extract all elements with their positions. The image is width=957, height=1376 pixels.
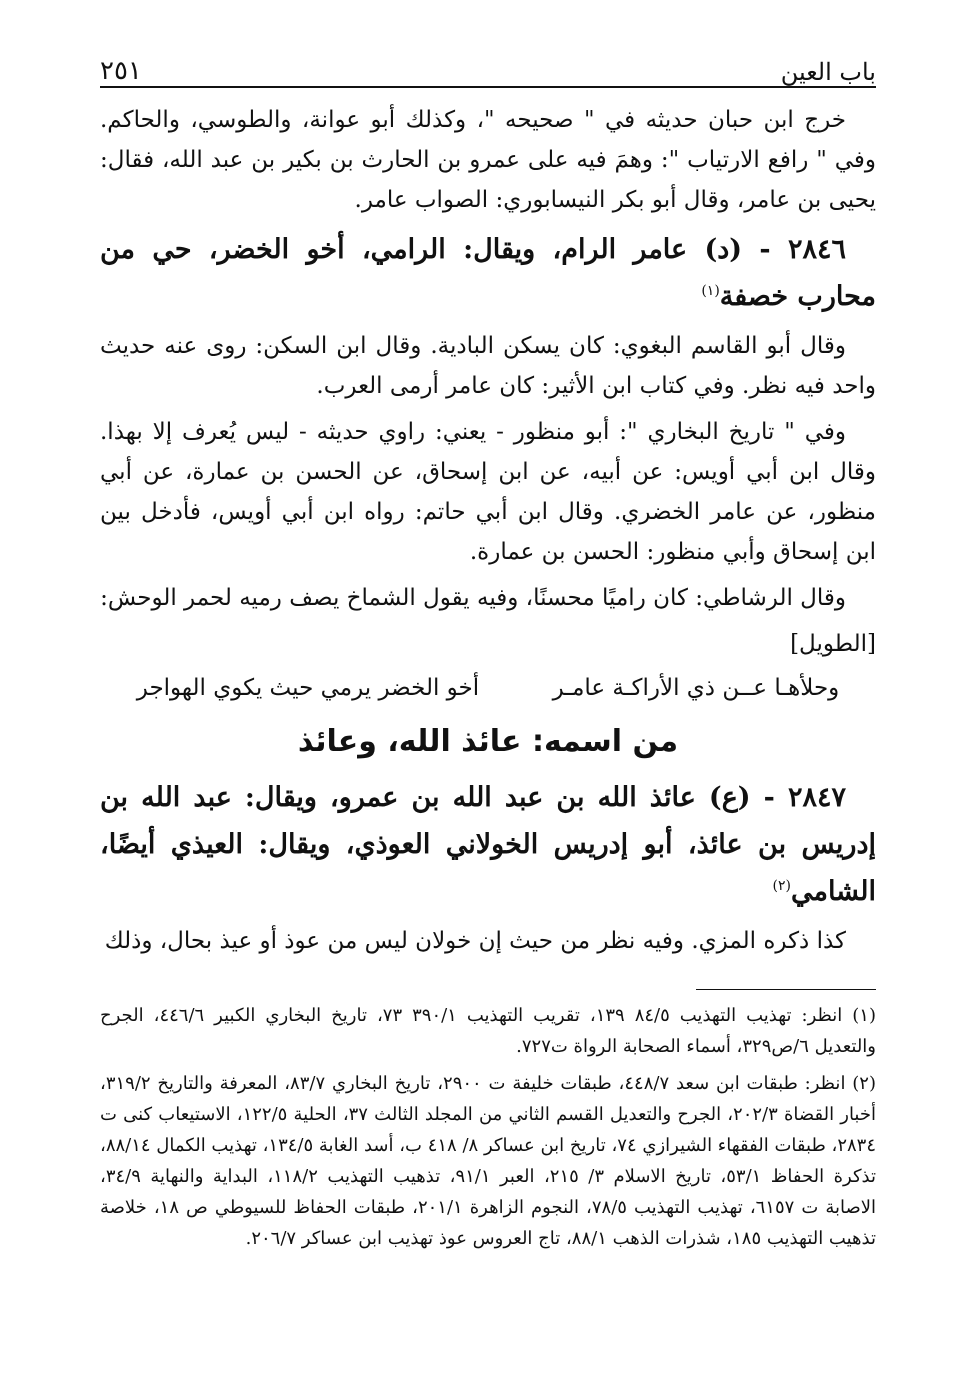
- paragraph: وقال أبو القاسم البغوي: كان يسكن البادية. وقال ابن السكن: روى عنه حديث واحد فيه نظر. وفي كتاب ابن الأثير: كان عامر أرمى العرب.: [100, 333, 876, 399]
- paragraph: وقال الرشاطي: كان راميًا محسنًا، وفيه يقول الشماخ يصف رميه لحمر الوحش:: [100, 585, 846, 611]
- section-title: من اسمه: عائذ الله، وعائذ: [297, 724, 679, 759]
- entry-heading-text: ٢٨٤٦ - (د) عامر الرام، ويقال: الرامي، أخو الخضر، حي من محارب خصفة: [100, 234, 876, 312]
- verse-first-hemistich: وحلأهـا عــن ذي الأراكـة عامـر: [552, 675, 840, 701]
- footnote-reference[interactable]: (١): [701, 283, 720, 299]
- entry-heading-2847: [100, 774, 876, 915]
- footnote-divider: [696, 989, 876, 990]
- poetic-meter-label: [الطويل]: [790, 631, 876, 657]
- verse-second-hemistich: أخو الخضر يرمي حيث يكوي الهواجر: [136, 675, 480, 701]
- footnote-2: (٢) انظر: طبقات ابن سعد ٤٤٨/٧، طبقات خليفة ت ٢٩٠٠، تاريخ البخاري ٨٣/٧، المعرفة والتاريخ ٣١٩/٢، أخبار القضاة ٢٠٢/٣، الجرح والتعديل القسم الثاني من المجلد الثالث ٣٧، الحلية ١٢٢/٥، الاستيعاب كنى ت ٢٨٣٤، طبقات الفقهاء الشيرازي ٧٤، تاريخ ابن عساكر ٨/ ٤١٨ ب، أسد الغابة ١٣٤/٥، تهذيب الكمال ٨٨/١٤، تذكرة الحفاظ ٥٣/١، تاريخ الاسلام ٣/ ٢١٥، العبر ٩١/١، تذهيب التهذيب ١١٨/٢، البداية والنهاية ٣٤/٩، الاصابة ت ٦١٥٧، تهذيب التهذيب ٧٨/٥، النجوم الزاهرة ٢٠١/١، طبقات الحفاظ للسيوطي ص ١٨، خلاصة تذهيب التهذيب ١٨٥، شذرات الذهب ٨٨/١، تاج العروس عوذ تهذيب ابن عساكر ٢٠٦/٧.: [100, 1073, 877, 1249]
- book-page: [100, 40, 876, 1340]
- entry-heading-text: ٢٨٤٧ - (ع) عائذ الله بن عبد الله بن عمرو، ويقال: عبد الله بن إدريس بن عائذ، أبو إدريس الخولاني العوذي، ويقال: العيذي أيضًا، الشامي: [100, 782, 876, 907]
- page-header: [100, 40, 876, 88]
- paragraph: وفي " تاريخ البخاري ": أبو منظور - يعني: راوي حديثه - ليس يُعرف إلا بهذا. وقال ابن أبي أويس: عن أبيه، عن ابن إسحاق، عن الحسن بن عمارة، عن أبي منظور، عن عامر الخضري. وقال ابن أبي حاتم: رواه ابن أبي أويس، فأدخل بين ابن إسحاق وأبي منظور: الحسن بن عمارة.: [100, 419, 876, 565]
- footnotes: [100, 1000, 876, 1254]
- chapter-title: باب العين: [780, 58, 876, 86]
- footnote-1: (١) انظر: تهذيب التهذيب ٨٤/٥ ١٣٩، تقريب التهذيب ٣٩٠/١ ٧٣، تاريخ البخاري الكبير ٤٤٦/٦، الجرح والتعديل ٦/ص٣٢٩، أسماء الصحابة الرواة ت٧٢٧.: [100, 1005, 876, 1057]
- footnote-reference[interactable]: (٢): [772, 878, 791, 894]
- poetry-verse: [100, 668, 876, 708]
- paragraph: خرج ابن حبان حديثه في " صحيحه "، وكذلك أبو عوانة، والطوسي، والحاكم. وفي " رافع الارتياب ": وهمَ فيه على عمرو بن الحارث بن بكير بن عبد الله، فقال: يحيى بن عامر، وقال أبو بكر النيسابوري: الصواب عامر.: [100, 107, 876, 213]
- entry-heading-2846: [100, 226, 876, 320]
- paragraph: كذا ذكره المزي. وفيه نظر من حيث إن خولان ليس من عوذ أو عيذ بحال، وذلك: [104, 928, 846, 954]
- page-number: ٢٥١: [100, 56, 142, 86]
- main-text: [100, 100, 876, 961]
